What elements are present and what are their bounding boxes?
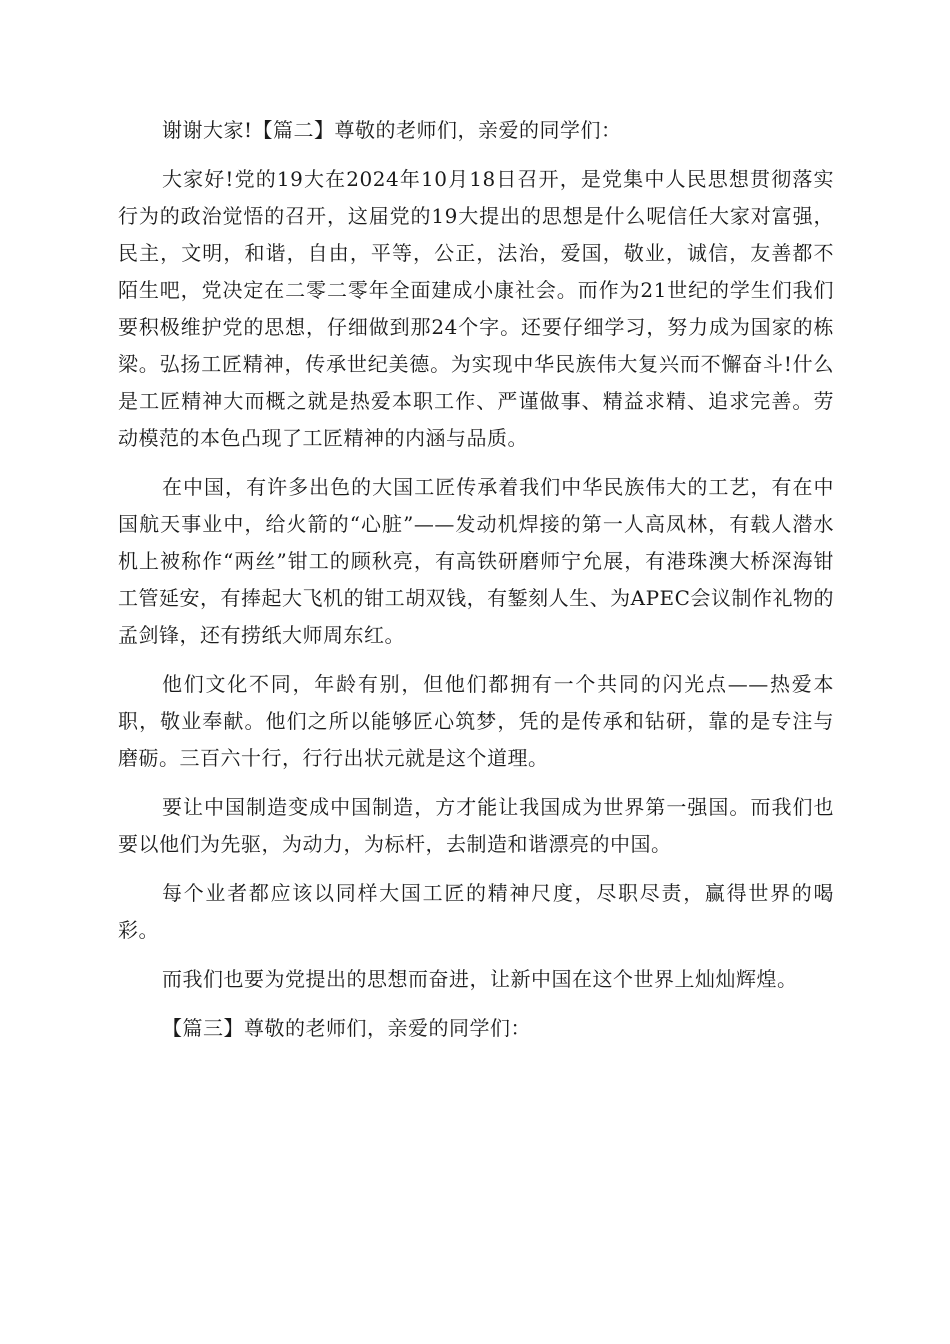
paragraph-party-congress: 大家好!党的19大在2024年10月18日召开，是党集中人民思想贯彻落实行为的政治觉悟的召开，这届党的19大提出的思想是什么呢信任大家对富强，民主，文明，和谐，自由，平等，公正，法治，爱国，敬业，诚信，友善都不陌生吧，党决定在二零二零年全面建成小康社会。而作为21世纪的学生们我们要积极维护党的思想，仔细做到那24个字。还要仔细学习，努力成为国家的栋梁。弘扬工匠精神，传承世纪美德。为实现中华民族伟大复兴而不懈奋斗!什么是工匠精神大而概之就是热爱本职工作、严谨做事、精益求精、追求完善。劳动模范的本色凸现了工匠精神的内涵与品质。 <box>118 167 834 450</box>
paragraph-strive-forward: 而我们也要为党提出的思想而奋进，让新中国在这个世界上灿灿辉煌。 <box>162 967 798 991</box>
paragraph-made-in-china: 要让中国制造变成中国制造，方才能让我国成为世界第一强国。而我们也要以他们为先驱，为动力，为标杆，去制造和谐漂亮的中国。 <box>118 795 834 856</box>
paragraph-shared-spirit: 他们文化不同，年龄有别，但他们都拥有一个共同的闪光点——热爱本职，敬业奉献。他们之所以能够匠心筑梦，凭的是传承和钻研，靠的是专注与磨砺。三百六十行，行行出状元就是这个道理。 <box>118 672 834 770</box>
paragraph-every-worker: 每个业者都应该以同样大国工匠的精神尺度，尽职尽责，赢得世界的喝彩。 <box>118 881 834 942</box>
paragraph-great-craftsmen: 在中国，有许多出色的大国工匠传承着我们中华民族伟大的工艺，有在中国航天事业中，给火箭的“心脏”——发动机焊接的第一人高凤林，有载人潜水机上被称作“两丝”钳工的顾秋亮，有高铁研磨师宁允展，有港珠澳大桥深海钳工管延安，有捧起大飞机的钳工胡双钱，有錾刻人生、为APEC会议制作礼物的孟剑锋，还有捞纸大师周东红。 <box>118 475 834 647</box>
document-body <box>118 112 834 1059</box>
section-three-heading: 【篇三】尊敬的老师们，亲爱的同学们： <box>162 1016 531 1040</box>
paragraph-closing-and-section-two-heading: 谢谢大家!【篇二】尊敬的老师们，亲爱的同学们： <box>162 118 622 142</box>
